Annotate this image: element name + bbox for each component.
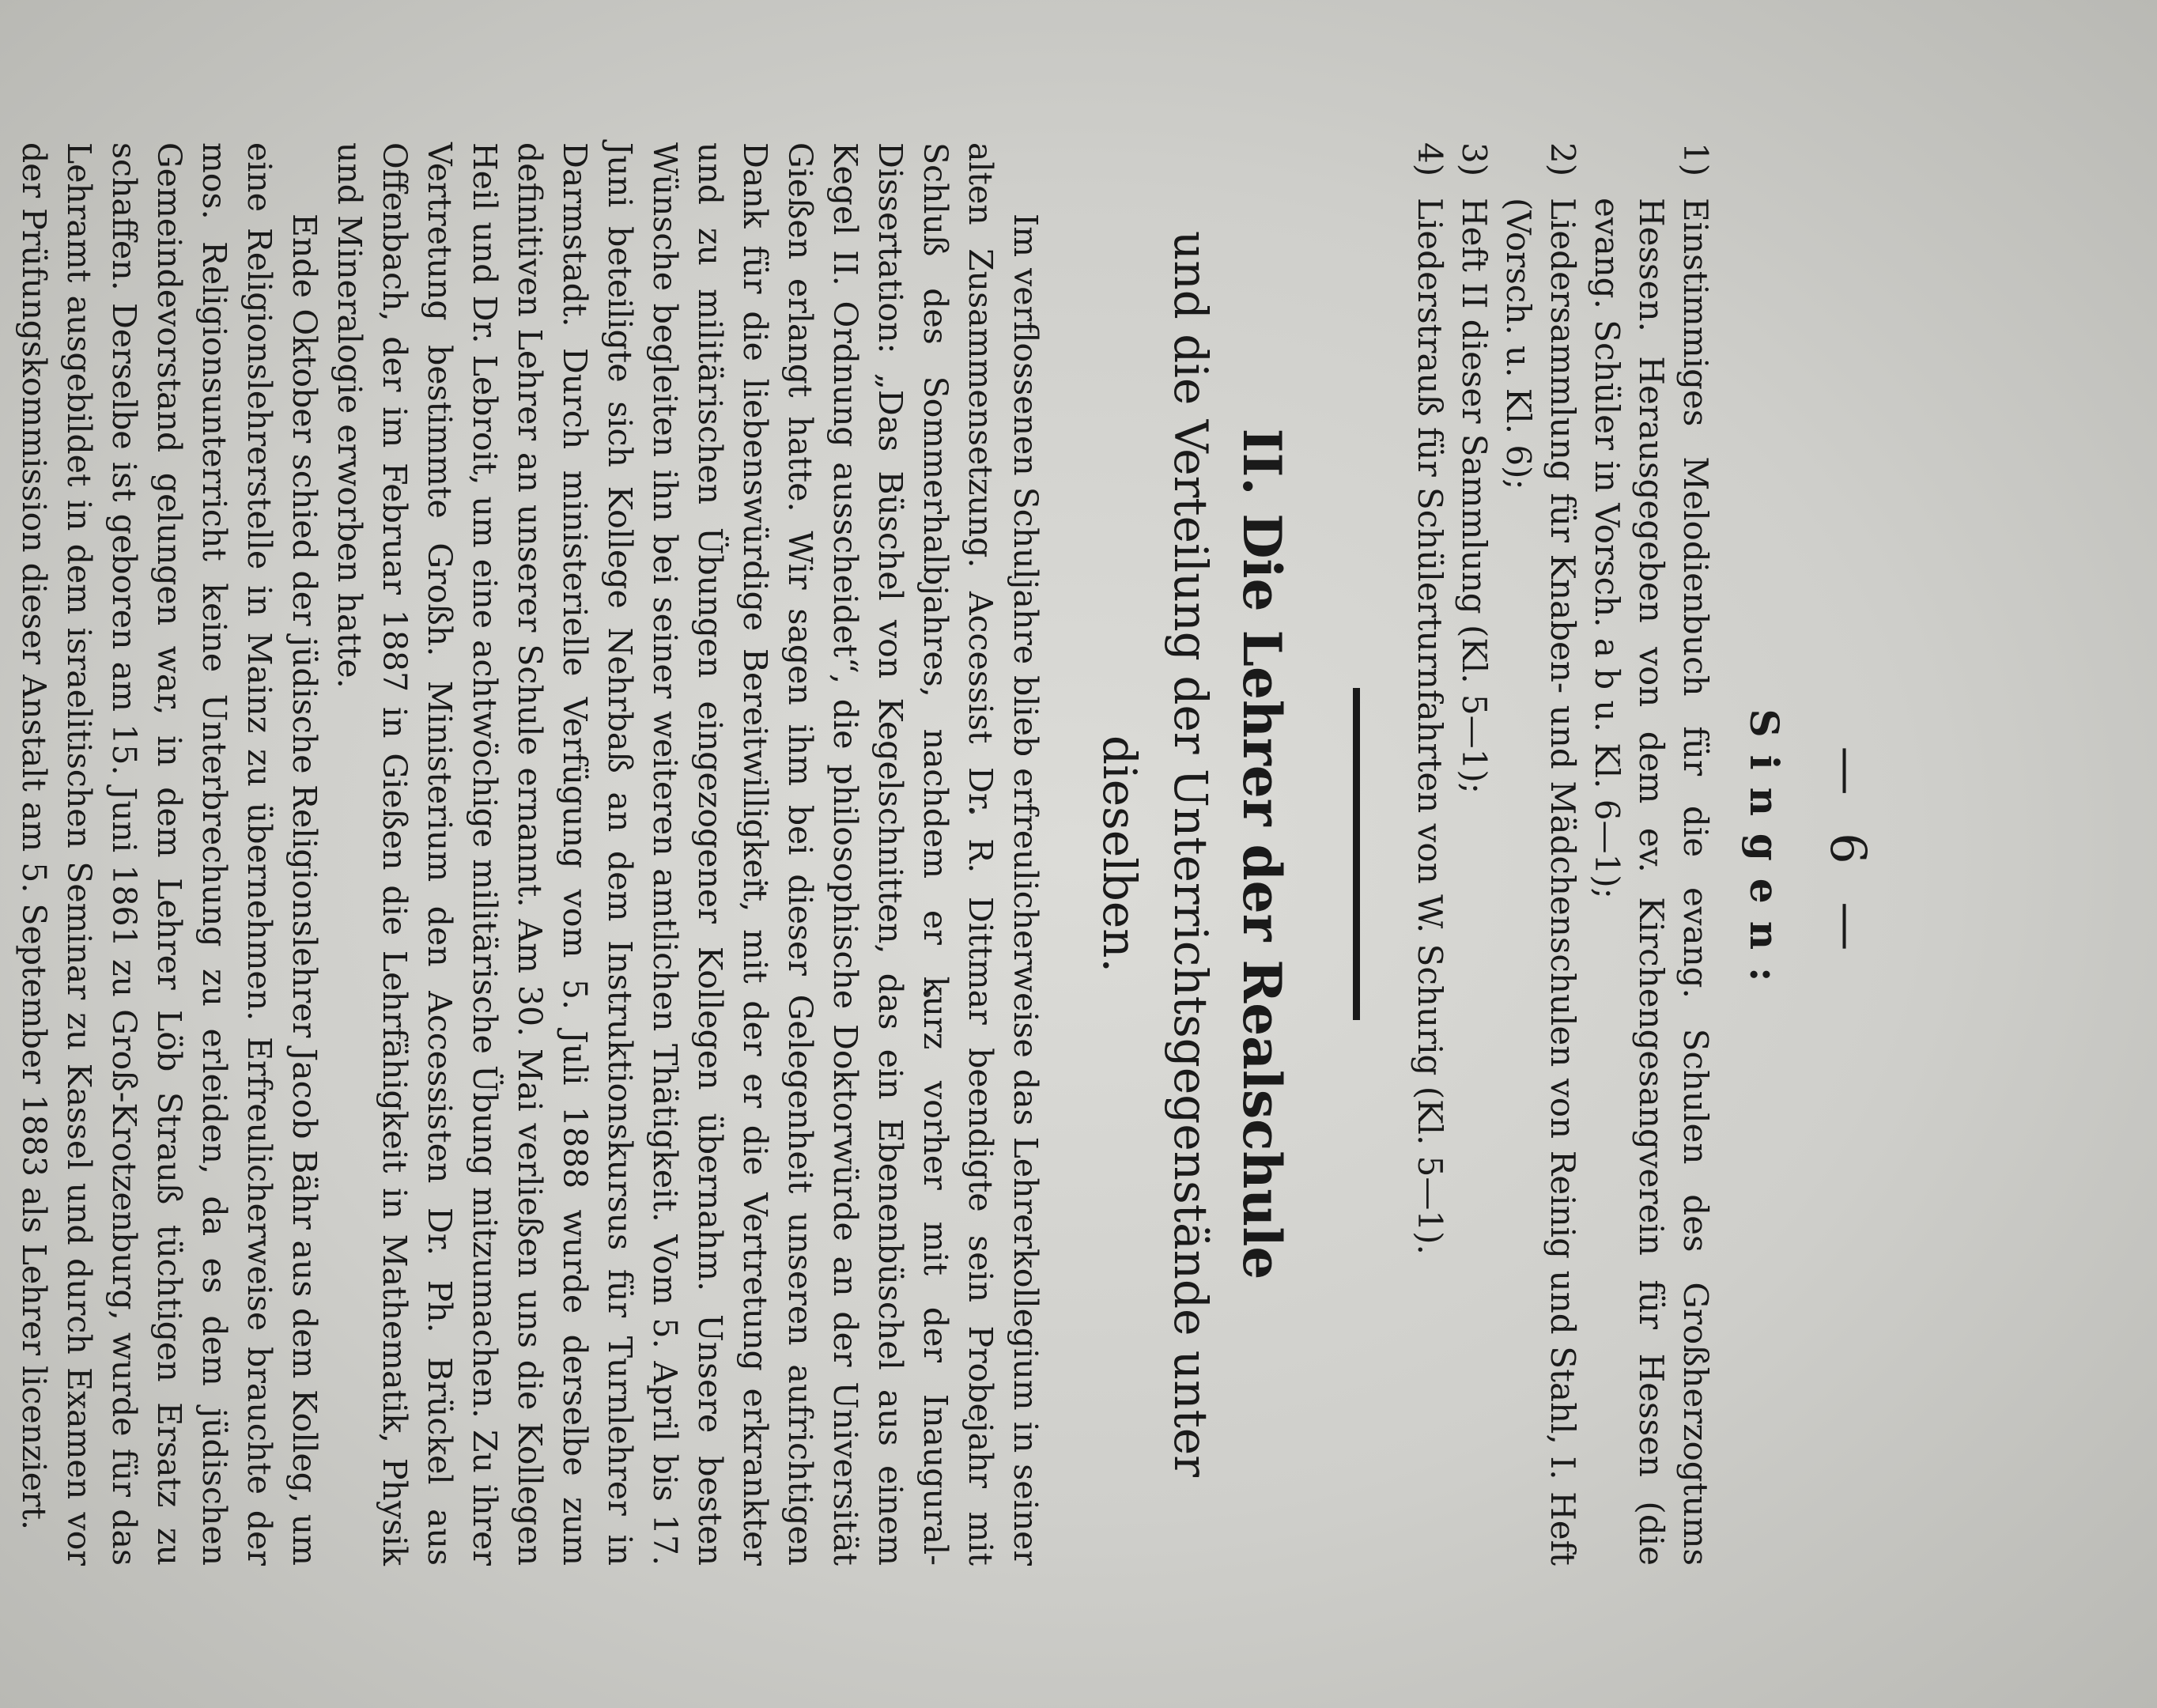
page-number: — 6 — [1819, 746, 1877, 962]
chapter-subheading: und die Verteilung der Unterrichtsgegenstände unter dieselben. [1093, 231, 1218, 1477]
body-paragraph: Im verflossenen Schuljahre blieb erfreulicherweise das Lehrerkollegium in seiner alten Zusammensetzung. Accessist Dr. R. Dittmar beendigte sein Probejahr mit Schluß des Sommerhalbjahres, nachdem er kurz vorher mit der Inaugural-Dissertation: „Das Büschel von Kegelschnitten, das ein Ebenenbüschel aus einem Kegel II. Ordnung ausscheidet“, die philosophische Doktorwürde an der Universität Gießen erlangt hatte. Wir sagen ihm bei dieser Gelegenheit unseren aufrichtigen Dank für die liebenswürdige Bereitwilligkeit, mit der er die Vertretung erkrankter und zu militärischen Übungen eingezogener Kollegen übernahm. Unsere besten Wünsche begleiten ihn bei seiner weiteren amtlichen Thätigkeit. Vom 5. April bis 17. Juni beteiligte sich Kollege Nehrbaß an dem Instruktionskursus für Turnlehrer in Darmstadt. Durch ministerielle Verfügung vom 5. Juli 1888 wurde derselbe zum definitiven Lehrer an unserer Schule ernannt. Am 30. Mai verließen uns die Kollegen Heil und Dr. Lebroit, um eine achtwöchige militärische Übung mitzumachen. Zu ihrer Vertretung bestimmte Großh. Ministerium den Accessisten Dr. Ph. Brückel aus Offenbach, der im Februar 1887 in Gießen die Lehrfähigkeit in Mathematik, Physik und Mineralogie erworben hatte. [331, 142, 1045, 1566]
list-item-number: 2) [1543, 142, 1582, 177]
list-item-text: Einstimmiges Melodienbuch für die evang. Schulen des Großherzogtums Hessen. Herausgegeben von dem ev. Kirchengesangverein für Hessen (die evang. Schüler in Vorsch. a b u. Kl. 6—1); [1588, 198, 1715, 1566]
list-item-text: Liederstrauß für Schülerturnfahrten von W. Schurig (Kl. 5—1). [1411, 198, 1449, 1255]
body-paragraph: Ende Oktober schied der jüdische Religionslehrer Jacob Bähr aus dem Kolleg, um eine Religionslehrerstelle in Mainz zu übernehmen. Erfreulicherweise brauchte der mos. Religionsunterricht keine Unterbrechung zu erleiden, da es dem jüdischen Gemeindevorstand gelungen war, in dem Lehrer Löb Strauß tüchtigen Ersatz zu schaffen. Derselbe ist geboren am 15. Juni 1861 zu Groß-Krotzenburg, wurde für das Lehramt ausgebildet in dem israelitischen Seminar zu Kassel und durch Examen vor der Prüfungskommission dieser Anstalt am 5. September 1883 als Lehrer licenziert. [15, 142, 323, 1566]
list-item [1585, 142, 1717, 1566]
section-divider-rule [1353, 688, 1360, 1020]
list-item-number: 4) [1411, 142, 1449, 177]
list-item-number: 3) [1455, 142, 1494, 177]
chapter-heading: II. Die Lehrer der Realschule [1231, 428, 1293, 1280]
list-item-text: Liedersammlung für Knaben- und Mädchenschulen von Reinig und Stahl, I. Heft (Vorsch. u. Kl. 6); [1499, 198, 1582, 1566]
list-item-number: 1) [1676, 142, 1715, 177]
book-page [15, 47, 1980, 1661]
songbook-list [1407, 142, 1717, 1566]
section-label-singen: Singen: [1741, 709, 1788, 999]
list-item [1496, 142, 1585, 1566]
list-item [1407, 142, 1452, 1566]
rotated-page [15, 47, 1980, 1661]
list-item-text: Heft II dieser Sammlung (Kl. 5—1); [1455, 198, 1494, 794]
list-item [1452, 142, 1496, 1566]
